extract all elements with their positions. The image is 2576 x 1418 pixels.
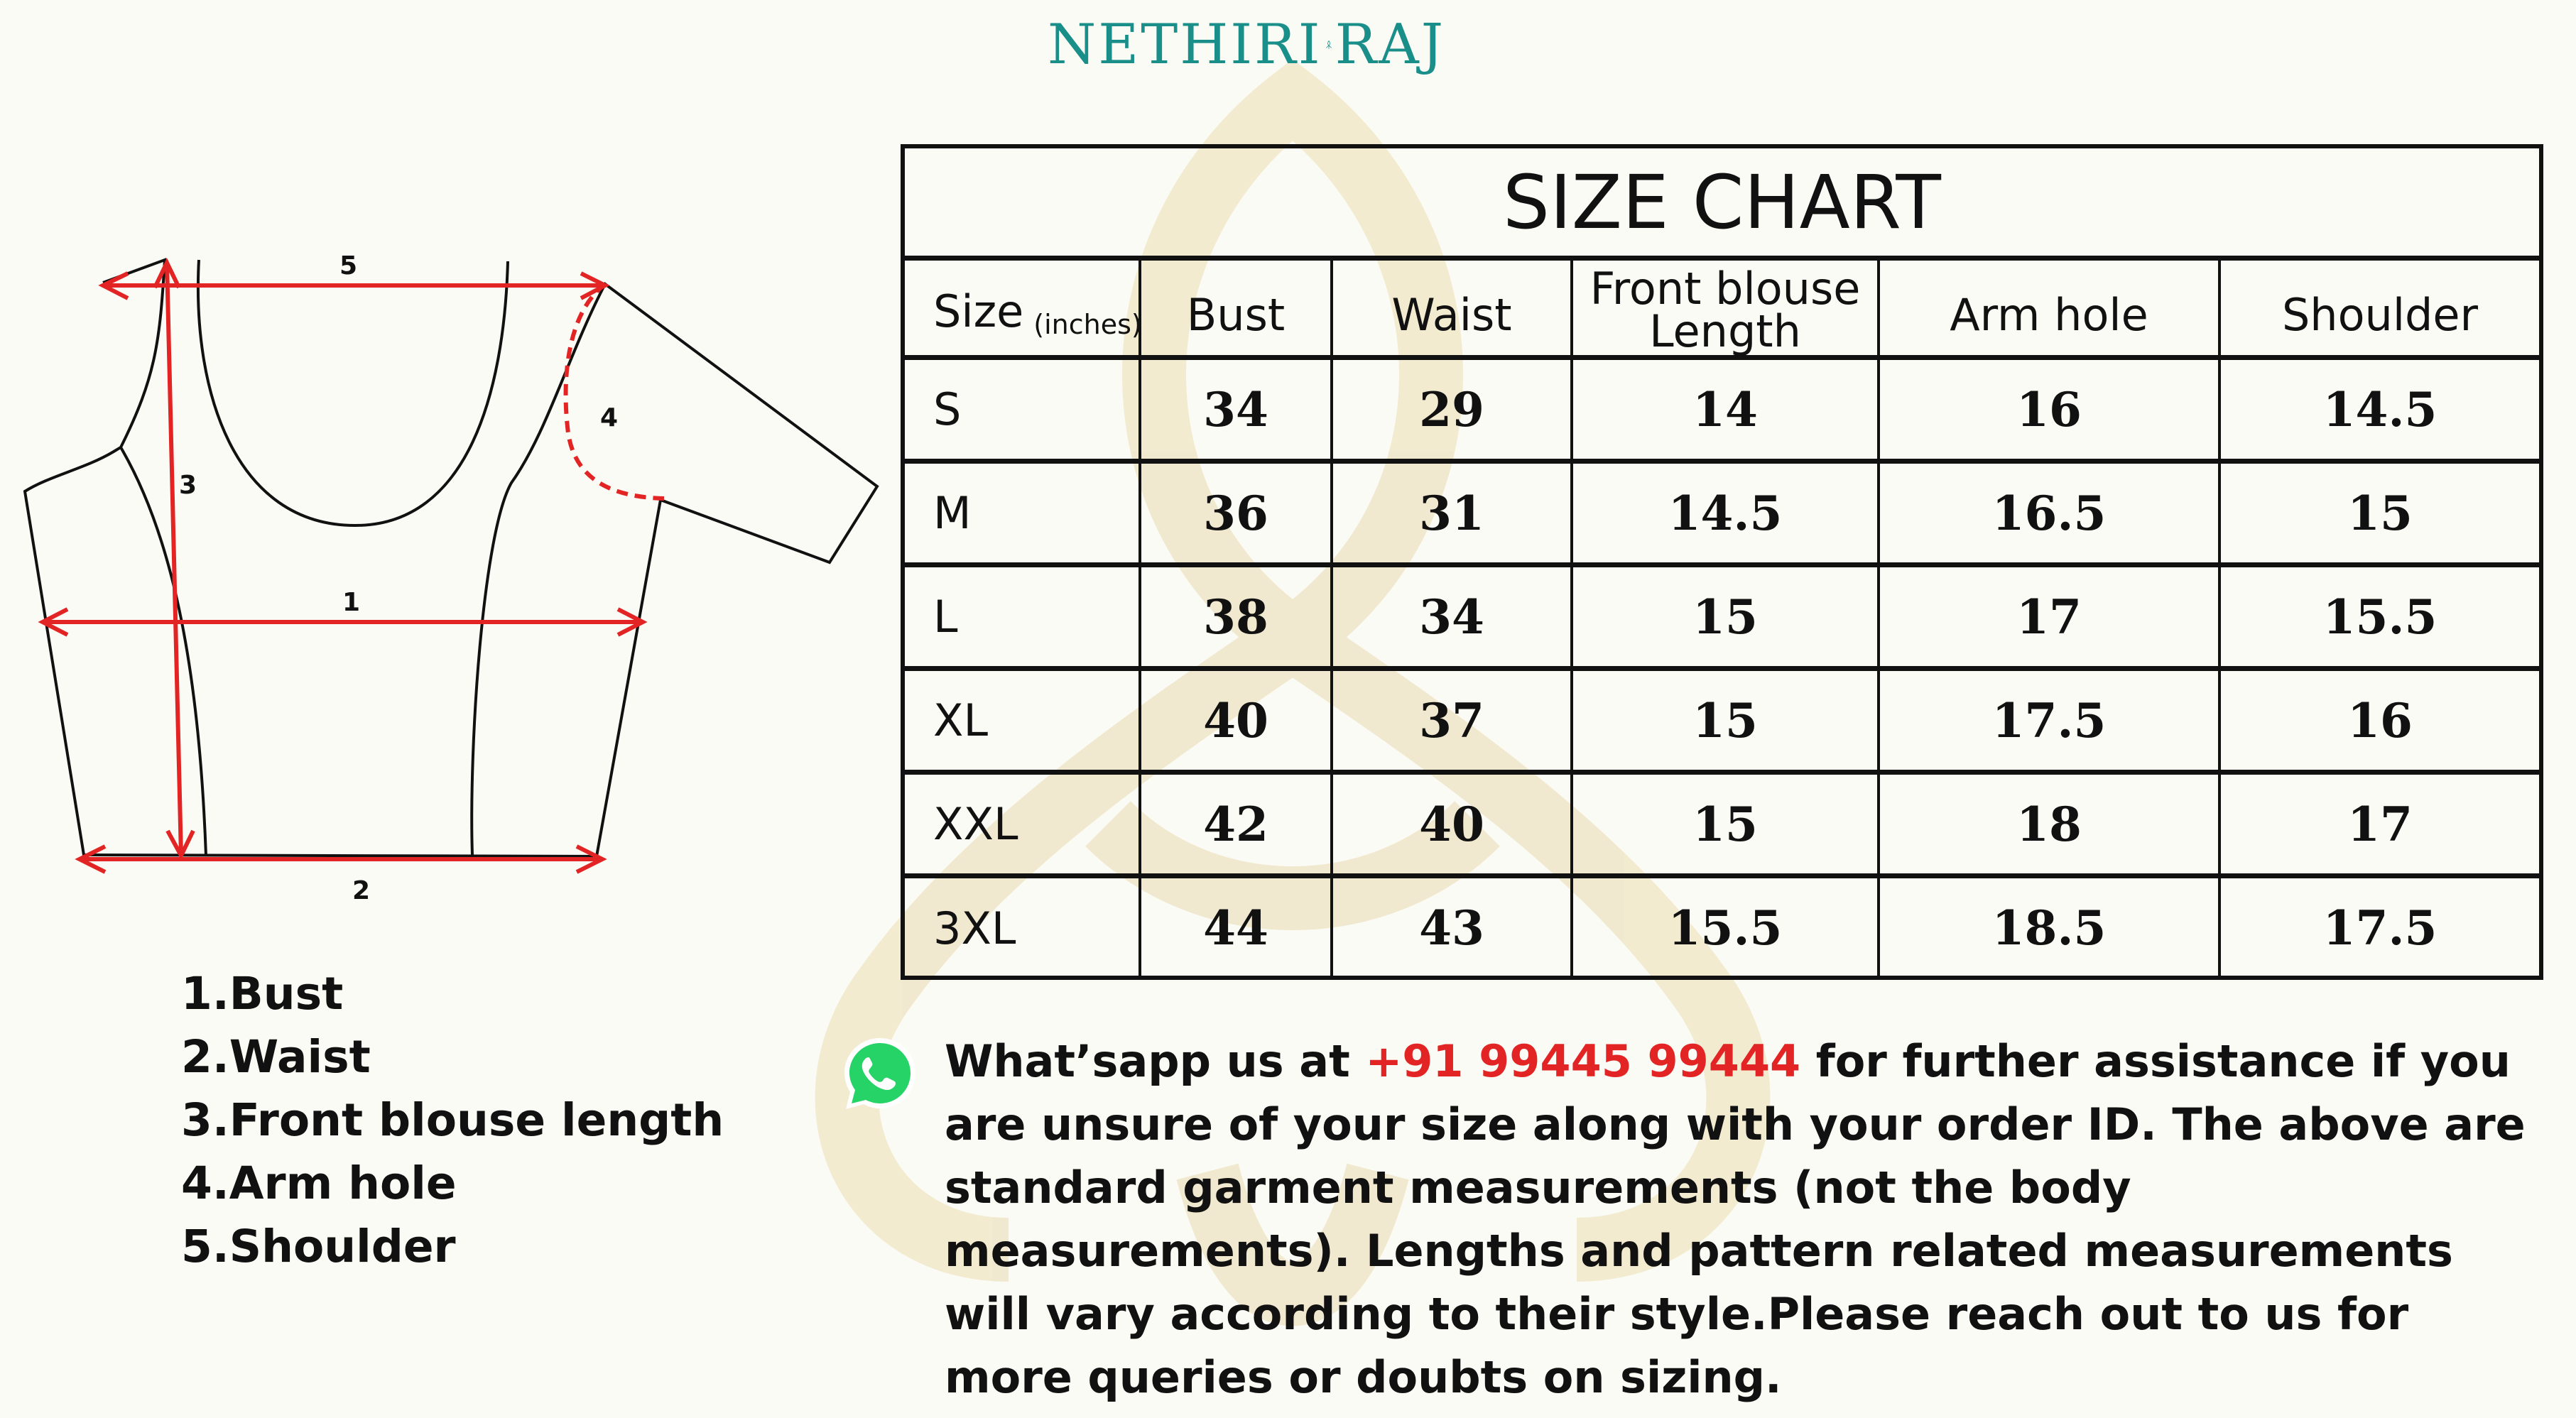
cell-bust: 36 — [1141, 464, 1333, 562]
note-prefix: What’sapp us at — [945, 1035, 1366, 1087]
assistance-note — [945, 1030, 2543, 1409]
legend-item: 2.Waist — [181, 1031, 371, 1083]
table-row — [905, 878, 2539, 978]
cell-waist: 43 — [1333, 878, 1573, 978]
blouse-left-dart — [121, 447, 206, 856]
cell-bust: 38 — [1141, 567, 1333, 666]
legend-item: 4.Arm hole — [181, 1157, 457, 1209]
cell-armhole: 18.5 — [1880, 878, 2221, 978]
diagram-label-waist: 2 — [352, 876, 371, 905]
legend-item: 3.Front blouse length — [181, 1094, 724, 1146]
cell-armhole: 17 — [1880, 567, 2221, 666]
brand-ornament-icon — [1325, 20, 1332, 70]
cell-waist: 40 — [1333, 775, 1573, 873]
brand-name-left: NETHIRI — [1048, 13, 1322, 77]
cell-shoulder: 17 — [2347, 796, 2413, 852]
diagram-label-shoulder: 5 — [339, 251, 358, 280]
diagram-label-armhole: 4 — [600, 403, 619, 432]
cell-shoulder: 14.5 — [2322, 381, 2438, 437]
cell-armhole: 18 — [1880, 775, 2221, 873]
cell-front-length: 15 — [1573, 671, 1880, 770]
legend-item: 5.Shoulder — [181, 1221, 456, 1272]
blouse-measurement-diagram — [0, 234, 888, 944]
measurement-legend — [181, 962, 724, 1278]
cell-shoulder: 15 — [2347, 485, 2413, 541]
header-size: Size (inches) — [905, 261, 1141, 355]
cell-shoulder: 15.5 — [2322, 589, 2438, 645]
cell-front-length: 15 — [1573, 775, 1880, 873]
cell-front-length: 14 — [1573, 360, 1880, 459]
cell-front-length: 14.5 — [1573, 464, 1880, 562]
cell-size: S — [905, 360, 1141, 459]
cell-size: M — [905, 464, 1141, 562]
cell-size: 3XL — [905, 878, 1141, 978]
whatsapp-icon[interactable] — [840, 1034, 920, 1113]
blouse-outline — [25, 260, 877, 856]
cell-size: XXL — [905, 775, 1141, 873]
header-waist: Waist — [1333, 261, 1573, 355]
cell-waist: 31 — [1333, 464, 1573, 562]
size-chart-table — [901, 144, 2543, 980]
cell-waist: 29 — [1333, 360, 1573, 459]
table-row — [905, 567, 2539, 671]
table-row — [905, 671, 2539, 775]
header-bust: Bust — [1141, 261, 1333, 355]
header-shoulder: Shoulder — [2281, 289, 2479, 341]
whatsapp-phone-link[interactable]: +91 99445 99444 — [1365, 1035, 1801, 1087]
header-front-length: Front blouse Length — [1573, 261, 1880, 355]
cell-size: XL — [905, 671, 1141, 770]
table-row — [905, 775, 2539, 878]
brand-logo — [1048, 6, 1445, 84]
cell-bust: 42 — [1141, 775, 1333, 873]
table-row — [905, 360, 2539, 464]
blouse-neckline — [198, 260, 508, 525]
cell-bust: 40 — [1141, 671, 1333, 770]
diagram-label-front-length: 3 — [179, 471, 197, 500]
size-chart-title: SIZE CHART — [905, 148, 2539, 261]
cell-armhole: 16.5 — [1880, 464, 2221, 562]
cell-armhole: 17.5 — [1880, 671, 2221, 770]
table-row — [905, 464, 2539, 567]
cell-waist: 34 — [1333, 567, 1573, 666]
header-armhole: Arm hole — [1880, 261, 2221, 355]
legend-item: 1.Bust — [181, 968, 344, 1020]
cell-front-length: 15 — [1573, 567, 1880, 666]
header-size-unit: (inches) — [1033, 308, 1142, 340]
cell-size: L — [905, 567, 1141, 666]
cell-shoulder: 16 — [2347, 692, 2413, 748]
note-suffix: for further assistance if you are unsure of your size along with your order ID. The above are standard garment measurements (not the body measurements). Lengths and pattern related measurements will vary according to their style.Please reach out to us for more queries or doubts on sizing. — [945, 1035, 2526, 1403]
cell-front-length: 15.5 — [1573, 878, 1880, 978]
diagram-label-bust: 1 — [342, 588, 361, 617]
cell-bust: 34 — [1141, 360, 1333, 459]
table-header-row — [905, 261, 2539, 360]
cell-shoulder: 17.5 — [2322, 900, 2438, 956]
brand-name-right: RAJ — [1335, 13, 1445, 77]
cell-waist: 37 — [1333, 671, 1573, 770]
cell-armhole: 16 — [1880, 360, 2221, 459]
cell-bust: 44 — [1141, 878, 1333, 978]
